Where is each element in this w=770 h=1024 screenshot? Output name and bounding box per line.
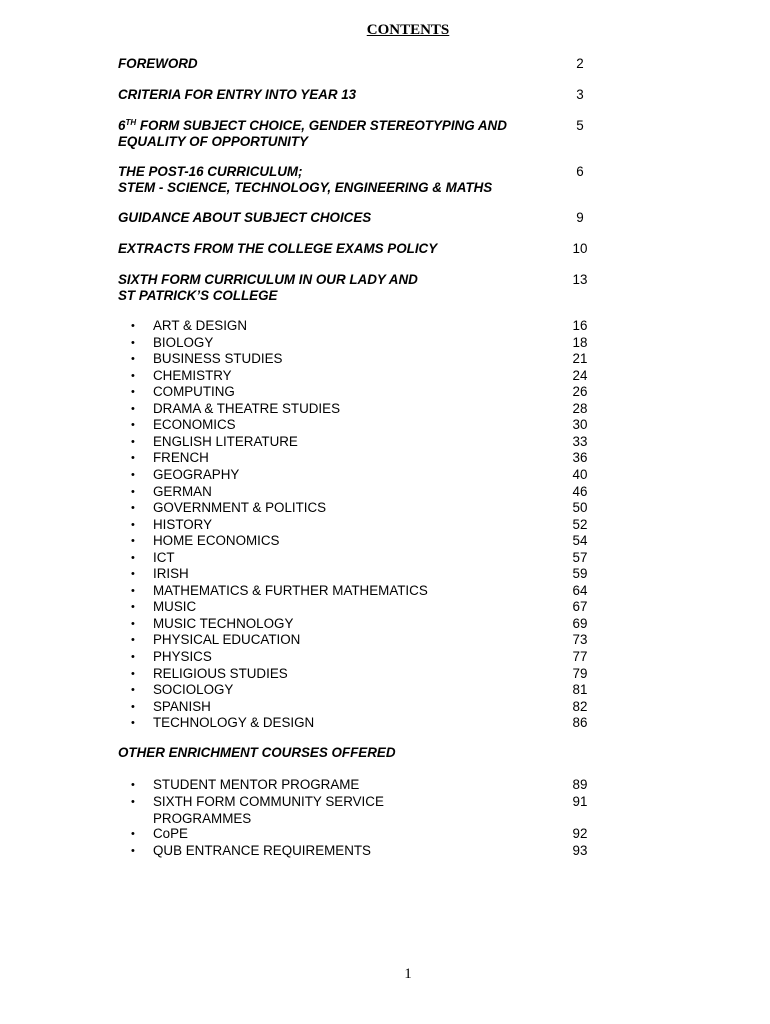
list-item-label: HISTORY <box>153 516 213 532</box>
bullet-icon: • <box>131 502 135 515</box>
toc-entry-subject-choice[interactable] <box>118 118 588 150</box>
bullet-icon: • <box>131 336 135 349</box>
bullet-icon: • <box>131 535 135 548</box>
bullet-icon: • <box>131 667 135 680</box>
toc-entry-label <box>118 118 548 150</box>
bullet-icon: • <box>131 435 135 448</box>
list-item-label: GOVERNMENT & POLITICS <box>153 500 327 516</box>
list-item-label: IRISH <box>153 566 189 582</box>
toc-page-number: 79 <box>572 665 588 681</box>
list-item-label: HOME ECONOMICS <box>153 533 280 549</box>
bullet-icon: • <box>131 320 135 332</box>
bullet-icon: • <box>131 518 135 531</box>
list-item-label: STUDENT MENTOR PROGRAME <box>153 777 360 792</box>
bullet-icon: • <box>131 452 135 465</box>
bullet-icon: • <box>131 717 135 730</box>
toc-entry-label: FOREWORD <box>118 56 198 71</box>
toc-page-number: 3 <box>576 87 584 102</box>
toc-entry-sixth-form-curriculum[interactable] <box>118 272 588 304</box>
list-item-label: BUSINESS STUDIES <box>153 351 283 367</box>
toc-page-number: 46 <box>572 483 588 499</box>
list-item-label: ART & DESIGN <box>153 318 248 333</box>
toc-entry-label: SIXTH FORM CURRICULUM IN OUR LADY AND <box>118 272 418 287</box>
toc-page-number: 21 <box>572 351 588 367</box>
list-item-label: SOCIOLOGY <box>153 682 234 698</box>
page-title: CONTENTS <box>366 22 450 38</box>
toc-page-number: 30 <box>572 417 588 433</box>
toc-entry-label-line2: STEM - SCIENCE, TECHNOLOGY, ENGINEERING & MATHS <box>118 180 493 195</box>
toc-entry-label: THE POST-16 CURRICULUM; <box>118 164 303 179</box>
bullet-icon: • <box>131 779 135 791</box>
toc-page-number: 54 <box>572 533 588 549</box>
list-item-label: TECHNOLOGY & DESIGN <box>153 715 315 731</box>
list-item-label <box>153 794 453 827</box>
list-item-label: CoPE <box>153 826 188 841</box>
toc-page-number: 82 <box>572 698 588 714</box>
toc-entry-foreword[interactable] <box>118 56 588 72</box>
toc-page-number: 40 <box>572 466 588 482</box>
toc-entry-label-number: 6 <box>118 118 126 133</box>
toc-page-number: 5 <box>576 118 584 133</box>
list-item-label-line2: PROGRAMMES <box>153 810 252 826</box>
list-item-label: PHYSICAL EDUCATION <box>153 632 301 648</box>
list-item-label: GERMAN <box>153 483 212 499</box>
bullet-icon: • <box>131 584 135 597</box>
toc-page-number: 52 <box>572 516 588 532</box>
list-item-label: CHEMISTRY <box>153 367 232 383</box>
list-item-label: ICT <box>153 549 175 565</box>
list-item-label: PHYSICS <box>153 649 212 664</box>
toc-page-number: 26 <box>572 384 588 400</box>
list-item-label: FRENCH <box>153 450 209 466</box>
toc-page-number: 13 <box>572 272 588 287</box>
toc-entry-label-text: FORM SUBJECT CHOICE, GENDER STEREOTYPING AND EQUALITY OF OPPORTUNITY <box>118 118 507 149</box>
toc-page-number: 9 <box>576 210 584 225</box>
toc-page-number: 67 <box>572 599 588 615</box>
bullet-icon: • <box>131 845 135 857</box>
bullet-icon: • <box>131 796 135 808</box>
list-item-label: DRAMA & THEATRE STUDIES <box>153 400 341 416</box>
toc-entry-exams-policy[interactable] <box>118 241 588 257</box>
toc-page-number: 50 <box>572 500 588 516</box>
toc-page-number: 64 <box>572 582 588 598</box>
toc-entry-label-superscript: TH <box>125 118 137 127</box>
toc-page-number: 28 <box>572 400 588 416</box>
bullet-icon: • <box>131 617 135 630</box>
toc-page-number: 81 <box>572 682 588 698</box>
list-item-label: MATHEMATICS & FURTHER MATHEMATICS <box>153 582 428 598</box>
bullet-icon: • <box>131 468 135 481</box>
list-item-label: COMPUTING <box>153 384 235 400</box>
footer-page-number: 1 <box>404 966 412 982</box>
toc-page-number: 6 <box>576 164 584 179</box>
bullet-icon: • <box>131 700 135 713</box>
toc-page-number: 36 <box>572 450 588 466</box>
bullet-icon: • <box>131 568 135 581</box>
bullet-icon: • <box>131 353 135 366</box>
toc-page-number: 91 <box>572 794 588 809</box>
toc-page-number: 33 <box>572 433 588 449</box>
bullet-icon: • <box>131 828 135 840</box>
toc-entry-enrichment[interactable] <box>118 745 588 761</box>
toc-page-number: 57 <box>572 549 588 565</box>
list-item-label: ECONOMICS <box>153 417 236 433</box>
toc-page-number: 93 <box>572 843 588 858</box>
list-item-label: ENGLISH LITERATURE <box>153 433 298 449</box>
bullet-icon: • <box>131 551 135 564</box>
toc-page-number: 89 <box>572 777 588 792</box>
bullet-icon: • <box>131 684 135 697</box>
toc-page-number: 18 <box>572 334 588 350</box>
list-item-label: QUB ENTRANCE REQUIREMENTS <box>153 843 371 858</box>
list-item-label: MUSIC <box>153 599 197 615</box>
toc-entry-label: CRITERIA FOR ENTRY INTO YEAR 13 <box>118 87 357 102</box>
list-item-label: GEOGRAPHY <box>153 466 240 482</box>
toc-entry-post16-curriculum[interactable] <box>118 164 588 196</box>
toc-page-number: 86 <box>572 715 588 731</box>
list-item-label: RELIGIOUS STUDIES <box>153 665 288 681</box>
toc-entry-label: OTHER ENRICHMENT COURSES OFFERED <box>118 745 396 760</box>
list-item-label: MUSIC TECHNOLOGY <box>153 615 294 631</box>
bullet-icon: • <box>131 419 135 432</box>
toc-page-number: 92 <box>572 826 588 841</box>
bullet-icon: • <box>131 601 135 614</box>
toc-entry-label: EXTRACTS FROM THE COLLEGE EXAMS POLICY <box>118 241 438 256</box>
toc-page-number: 73 <box>572 632 588 648</box>
bullet-icon: • <box>131 634 135 647</box>
list-item-label: BIOLOGY <box>153 334 214 350</box>
toc-page-number: 2 <box>576 56 584 71</box>
toc-entry-label-line2: ST PATRICK’S COLLEGE <box>118 288 278 303</box>
list-item-label-line1: SIXTH FORM COMMUNITY SERVICE <box>153 794 384 809</box>
toc-page-number: 77 <box>572 649 588 664</box>
toc-page-number: 59 <box>572 566 588 582</box>
toc-entry-criteria[interactable] <box>118 87 588 103</box>
list-item-label: SPANISH <box>153 698 211 714</box>
toc-page-number: 10 <box>572 241 588 256</box>
bullet-icon: • <box>131 485 135 498</box>
toc-page-number: 69 <box>572 615 588 631</box>
bullet-icon: • <box>131 369 135 382</box>
bullet-icon: • <box>131 651 135 663</box>
toc-page-number: 16 <box>572 318 588 333</box>
toc-entry-guidance[interactable] <box>118 210 588 226</box>
bullet-icon: • <box>131 386 135 399</box>
toc-entry-label: GUIDANCE ABOUT SUBJECT CHOICES <box>118 210 372 225</box>
bullet-icon: • <box>131 402 135 415</box>
toc-page-number: 24 <box>572 367 588 383</box>
